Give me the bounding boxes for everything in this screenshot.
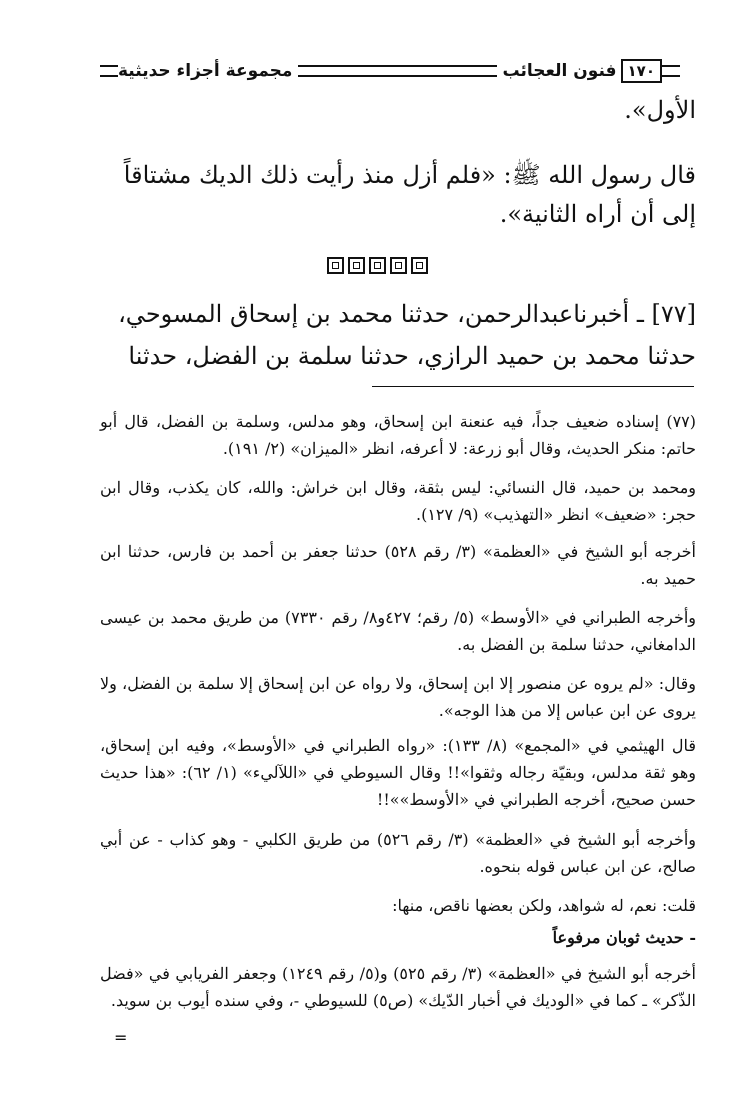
ornament-square bbox=[411, 257, 428, 274]
paragraph-line: إلى أن أراه الثانية». bbox=[499, 200, 696, 228]
footnote: وقال: «لم يروه عن منصور إلا ابن إسحاق، ولا رواه عن ابن إسحاق إلا سلمة بن الفضل، ولا يروى عن ابن عباس إلا من هذا الوجه». bbox=[100, 674, 696, 720]
footnote-separator bbox=[372, 386, 694, 387]
hadith-line: [٧٧] ـ أخبرناعبدالرحمن، حدثنا محمد بن إسحاق المسوحي، bbox=[118, 300, 696, 328]
footnote: قال الهيثمي في «المجمع» (٨/ ١٣٣): «رواه الطبراني في «الأوسط»، وفيه ابن إسحاق، وهو ثقة مدلس، وبقيّة رجاله وثقوا»!! وقال السيوطي في «اللآليء» (١/ ٦٢): «هذا حديث حسن صحيح، أخرجه الطبراني في «الأوسط»»!! bbox=[100, 736, 697, 809]
footnote: وأخرجه أبو الشيخ في «العظمة» (٣/ رقم ٥٢٦) من طريق الكلبي - وهو كذاب - عن أبي صالح، عن ابن عباس قوله بنحوه. bbox=[100, 830, 697, 876]
hadith-line: حدثنا محمد بن حميد الرازي، حدثنا سلمة بن الفضل، حدثنا bbox=[128, 342, 696, 370]
paragraph-line: الأول». bbox=[624, 96, 696, 124]
footnote: (٧٧) إسناده ضعيف جداً، فيه عنعنة ابن إسحاق، وهو مدلس، وسلمة بن الفضل، قال أبو حاتم: منكر الحديث، وقال أبو زرعة: لا أعرفه، انظر «الميزان» (٢/ ١٩١). bbox=[100, 412, 696, 458]
running-header bbox=[100, 58, 680, 84]
header-rule-right bbox=[662, 65, 680, 77]
header-collection: مجموعة أجزاء حديثية bbox=[118, 61, 293, 81]
header-title: فنون العجائب bbox=[502, 61, 617, 81]
footnote: قلت: نعم، له شواهد، ولكن بعضها ناقص، منها: bbox=[392, 896, 696, 915]
ornament-square bbox=[327, 257, 344, 274]
continuation-mark: = bbox=[114, 1028, 128, 1047]
paragraph-line: قال رسول الله ﷺ: «فلم أزل منذ رأيت ذلك الديك مشتاقاً bbox=[123, 161, 696, 189]
ornament-square bbox=[390, 257, 407, 274]
ornament-square bbox=[369, 257, 386, 274]
footnote: أخرجه أبو الشيخ في «العظمة» (٣/ رقم ٥٢٥) و(٥/ رقم ١٢٤٩) وجعفر الفريابي في «فضل الذّكر» ـ كما في «الوديك في أخبار الدّيك» (ص٥) للسيوطي -، وفي سنده أيوب بن سويد. bbox=[100, 964, 697, 1010]
header-rule-middle bbox=[298, 65, 496, 77]
ornament-square bbox=[348, 257, 365, 274]
page-number: ١٧٠ bbox=[621, 59, 662, 83]
footnote: وأخرجه الطبراني في «الأوسط» (٥/ رقم؛ ٤٢٧و٨/ رقم ٧٣٣٠) من طريق محمد بن عيسى الدامغاني، حدثنا سلمة بن الفضل به. bbox=[100, 608, 696, 654]
footnote-heading: - حديث ثوبان مرفوعاً bbox=[552, 928, 696, 947]
header-rule-left bbox=[100, 65, 118, 77]
section-divider-ornament bbox=[0, 257, 754, 278]
footnote: ومحمد بن حميد، قال النسائي: ليس بثقة، وقال ابن خراش: والله، كان يكذب، وقال ابن حجر: «ضعيف» انظر «التهذيب» (٩/ ١٢٧). bbox=[100, 478, 696, 524]
footnote: أخرجه أبو الشيخ في «العظمة» (٣/ رقم ٥٢٨) حدثنا جعفر بن أحمد بن فارس، حدثنا ابن حميد به. bbox=[100, 542, 696, 588]
